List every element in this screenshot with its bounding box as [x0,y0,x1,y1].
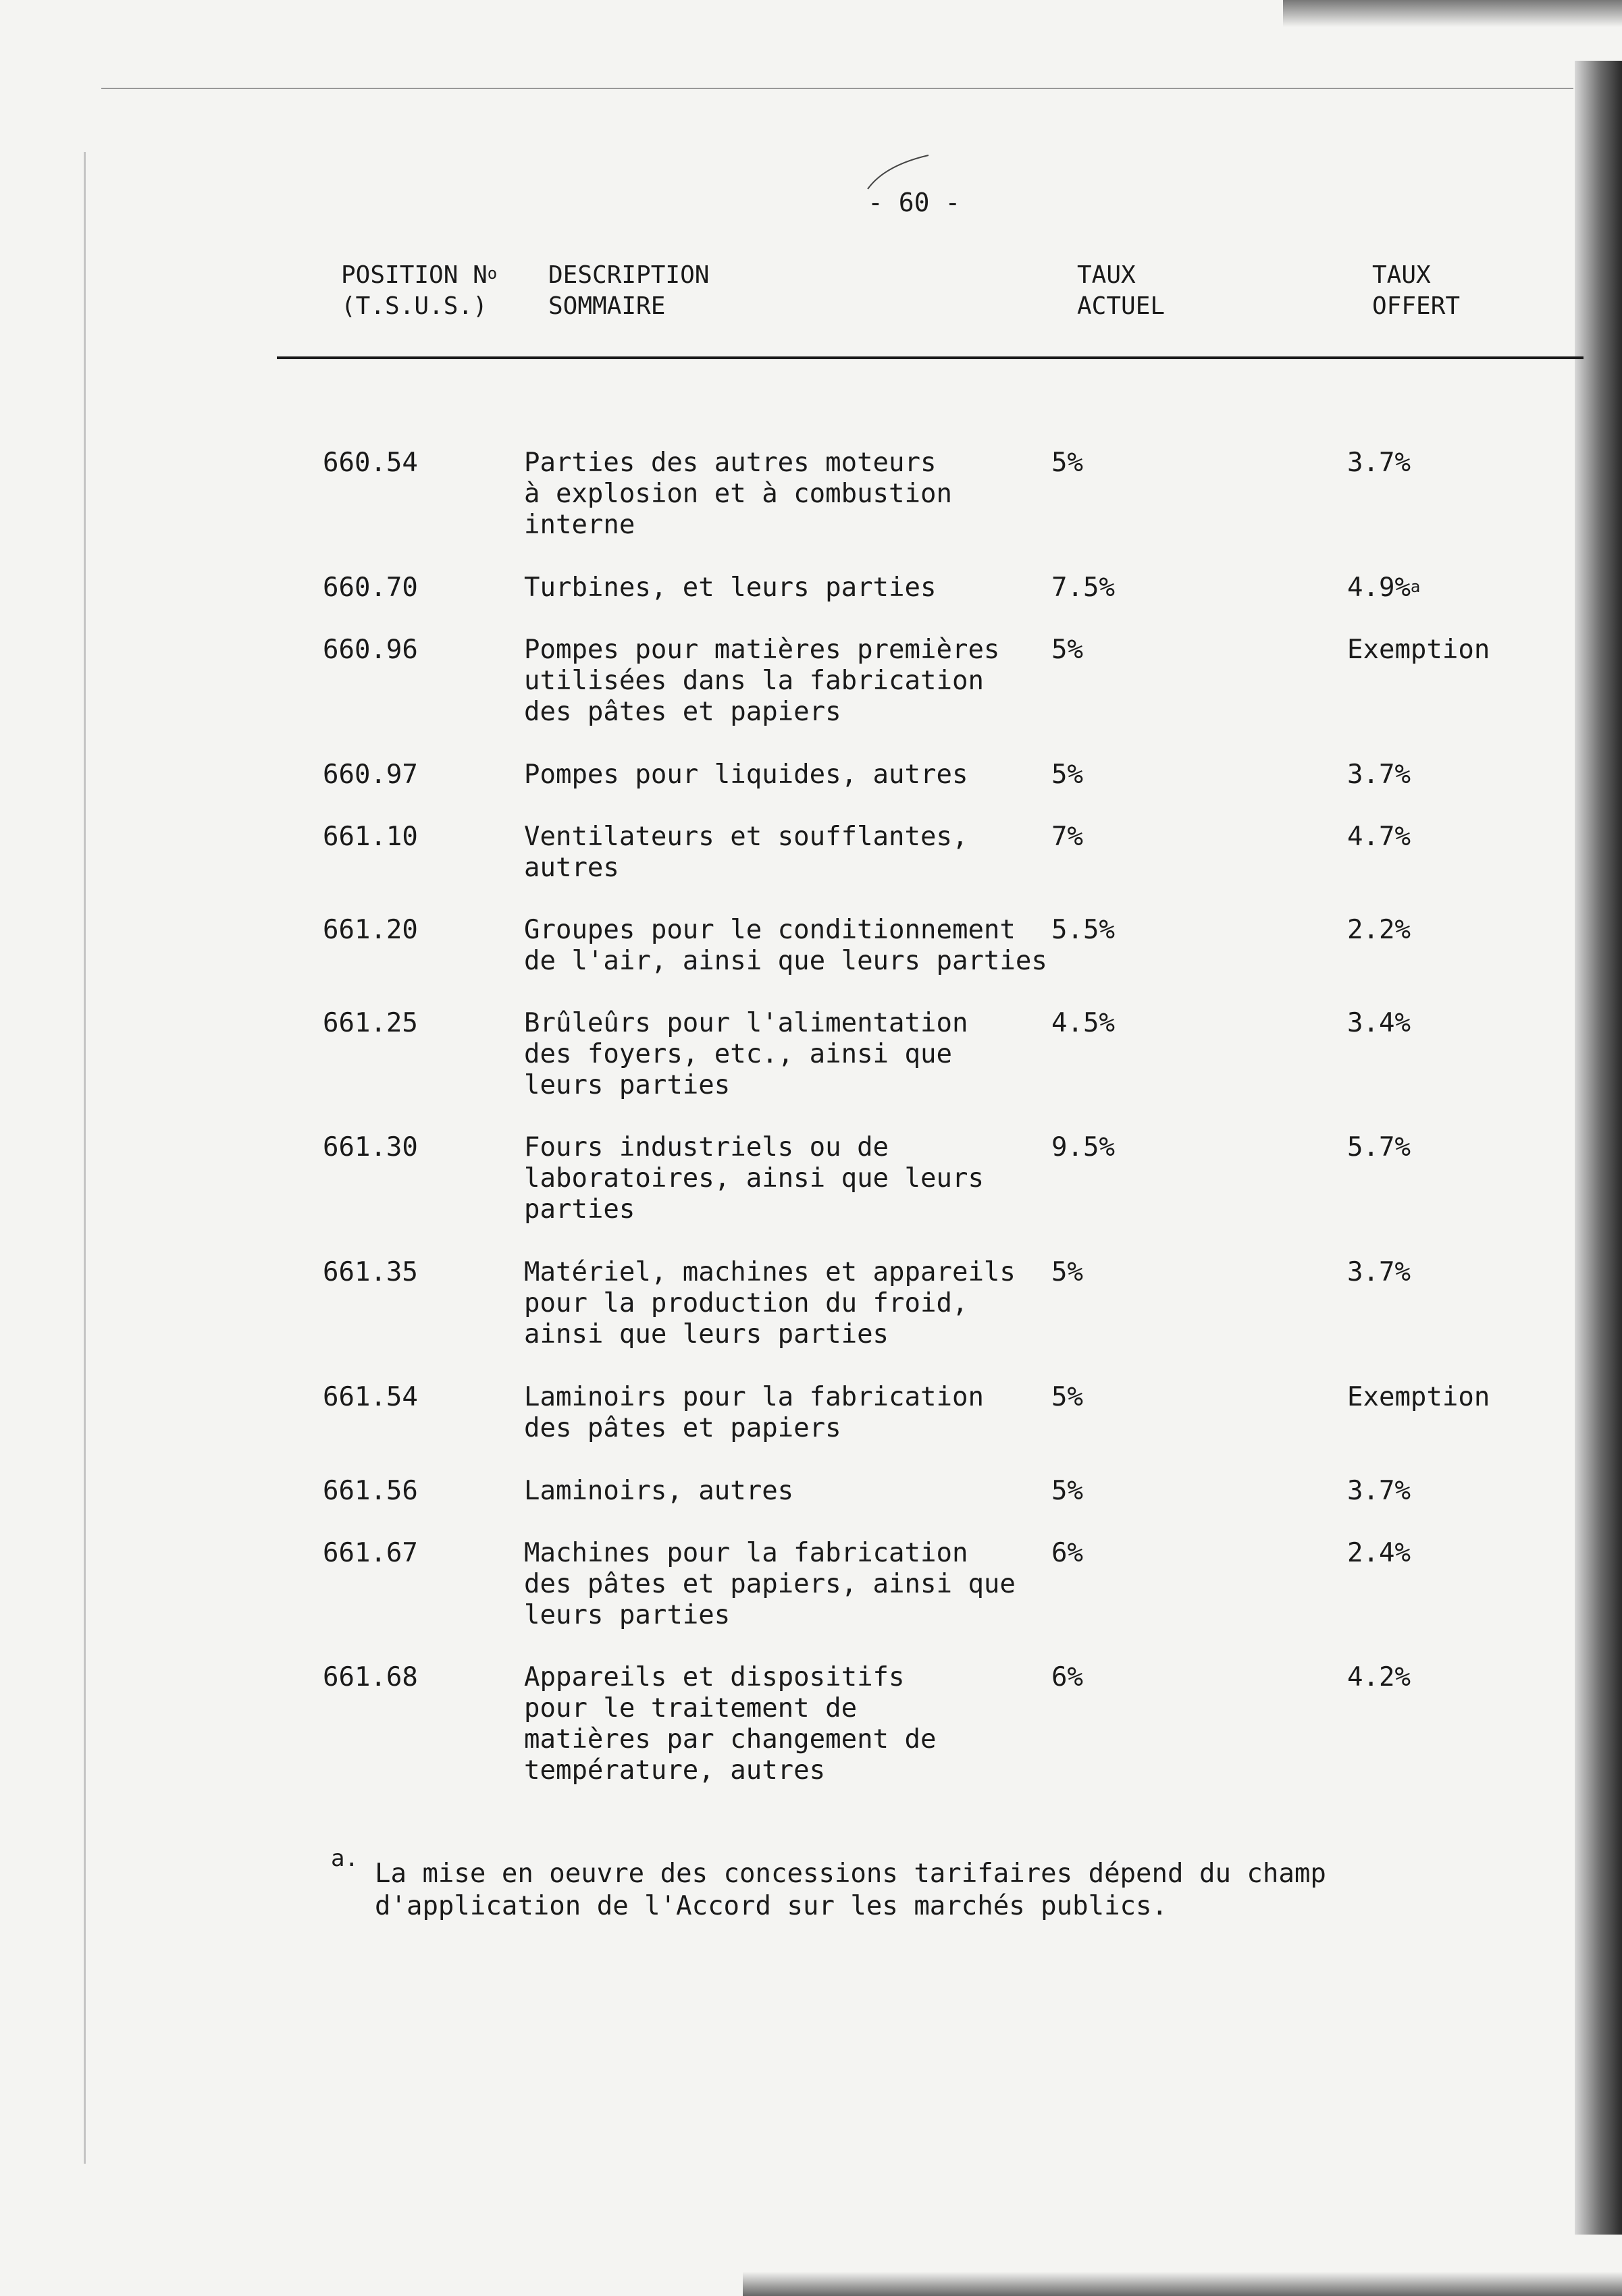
current-rate: 7% [1051,822,1083,852]
current-rate: 7.5% [1051,572,1115,603]
tsus-position: 661.20 [323,915,418,945]
tsus-position: 660.70 [323,572,418,603]
tsus-position: 660.54 [323,448,418,478]
tsus-position: 660.96 [323,635,418,665]
header-offered-rate: TAUX OFFERT [1372,261,1461,320]
current-rate: 5% [1051,635,1083,665]
tsus-position: 661.54 [323,1382,418,1412]
current-rate: 5% [1051,759,1083,790]
item-description: Pompes pour matières premières utilisées dans la fabrication des pâtes et papiers [524,635,1000,727]
header-position: POSITION $N^o$ [341,261,498,289]
current-rate: 6% [1051,1538,1083,1568]
item-description: Ventilateurs et soufflantes, autres [524,822,968,883]
offered-rate: Exemption [1347,1382,1490,1412]
header-rule [277,356,1584,359]
tsus-position: 661.30 [323,1132,418,1163]
current-rate: 9.5% [1051,1132,1115,1163]
item-description: Laminoirs, autres [524,1476,794,1506]
item-description: Matériel, machines et appareils pour la production du froid, ainsi que leurs parties [524,1257,1016,1350]
offered-rate: 4.7% [1347,822,1411,852]
item-description: Appareils et dispositifs pour le traitement de matières par changement de température, autres [524,1662,937,1786]
current-rate: 5% [1051,1476,1083,1506]
header-position-superscript: o [487,264,498,283]
item-description: Parties des autres moteurs à explosion et à combustion interne [524,448,952,540]
tsus-position: 660.97 [323,759,418,790]
item-description: Machines pour la fabrication des pâtes et papiers, ainsi que leurs parties [524,1538,1016,1630]
current-rate: 4.5% [1051,1008,1115,1038]
tsus-position: 661.68 [323,1662,418,1692]
item-description: Laminoirs pour la fabrication des pâtes et papiers [524,1382,984,1443]
offered-rate: 3.7% [1347,1257,1411,1287]
offered-rate: 3.7% [1347,1476,1411,1506]
offered-rate: 2.2% [1347,915,1411,945]
footnote-reference: a [1410,577,1421,596]
item-description: Fours industriels ou de laboratoires, ainsi que leurs parties [524,1132,984,1225]
offered-rate: 4.2% [1347,1662,1411,1692]
tsus-position: 661.56 [323,1476,418,1506]
current-rate: 5% [1051,1382,1083,1412]
left-margin-mark [84,152,86,2164]
item-description: Pompes pour liquides, autres [524,759,968,790]
tsus-position: 661.25 [323,1008,418,1038]
pen-stroke-mark [864,152,932,192]
item-description: Groupes pour le conditionnement de l'air, ainsi que leurs parties [524,915,1047,976]
page-number: - 60 - [868,188,961,217]
item-description: Brûleûrs pour l'alimentation des foyers, etc., ainsi que leurs parties [524,1008,968,1100]
header-position-code: (T.S.U.S.) [341,292,488,320]
header-current-rate: TAUX ACTUEL [1077,261,1166,320]
item-description: Turbines, et leurs parties [524,572,937,603]
top-rule [101,88,1573,89]
offered-rate: 4.9%$^a$ [1347,572,1421,603]
footnote-mark: a. [331,1845,359,1872]
offered-rate: 3.7% [1347,448,1411,478]
tsus-position: 661.67 [323,1538,418,1568]
current-rate: 5.5% [1051,915,1115,945]
scan-shadow-right [1575,61,1622,2235]
tsus-position: 661.10 [323,822,418,852]
offered-rate: 2.4% [1347,1538,1411,1568]
footnote-text: La mise en oeuvre des concessions tarifaires dépend du champ d'application de l'Accord sur les marchés publics. [375,1859,1326,1921]
offered-rate: Exemption [1347,635,1490,665]
scan-shadow-top [1283,0,1622,27]
current-rate: 5% [1051,448,1083,478]
offered-rate: 3.7% [1347,759,1411,790]
tsus-position: 661.35 [323,1257,418,1287]
offered-rate: 3.4% [1347,1008,1411,1038]
offered-rate: 5.7% [1347,1132,1411,1163]
scan-shadow-bottom [743,2272,1622,2296]
current-rate: 6% [1051,1662,1083,1692]
header-description: DESCRIPTION SOMMAIRE [548,261,710,320]
current-rate: 5% [1051,1257,1083,1287]
